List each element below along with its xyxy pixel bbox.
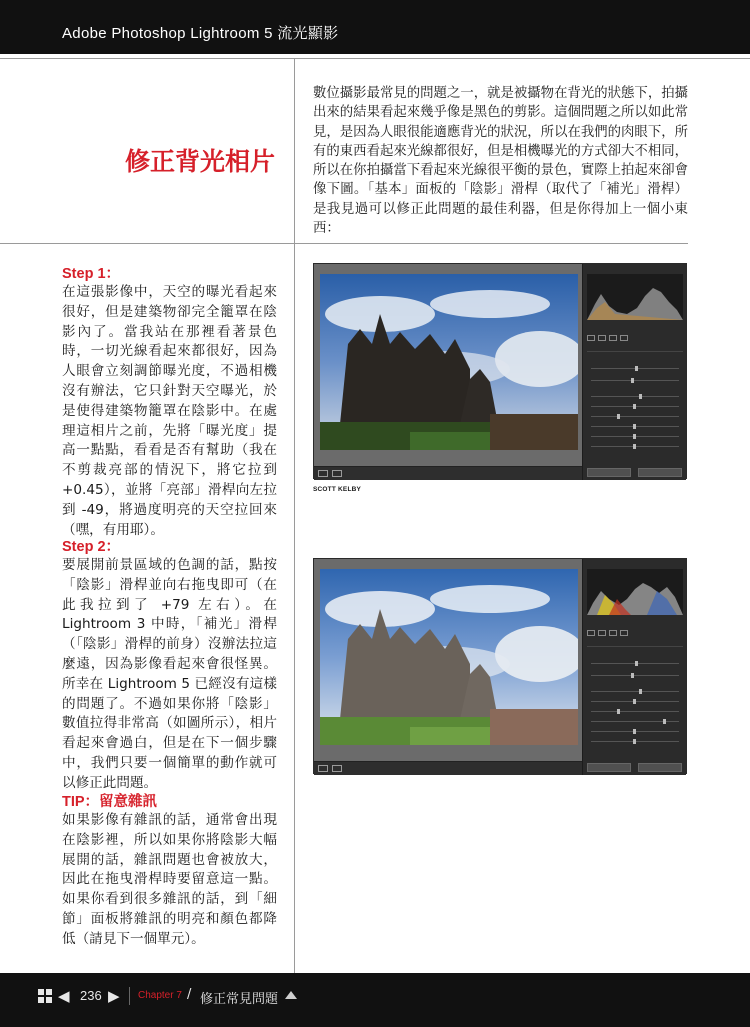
column-divider <box>294 58 295 973</box>
highlights-slider-knob[interactable] <box>617 414 620 419</box>
slider-knob[interactable] <box>635 366 638 371</box>
shadows-slider-knob[interactable] <box>633 424 636 429</box>
slider-track <box>591 711 679 712</box>
develop-panel <box>582 264 686 480</box>
castle-photo-bright <box>320 569 578 745</box>
slider-track <box>591 675 679 676</box>
loupe-view-icon[interactable] <box>318 765 328 772</box>
histogram <box>587 569 683 615</box>
step-1-heading: Step 1： <box>62 266 121 282</box>
redeye-tool-icon[interactable] <box>609 630 617 636</box>
contrast-slider-knob[interactable] <box>633 404 636 409</box>
step-2-heading: Step 2： <box>62 539 121 555</box>
slider-track <box>591 416 679 417</box>
viewer-toolbar <box>314 466 582 480</box>
section-rule <box>0 243 688 244</box>
page-footer <box>0 973 750 1027</box>
exposure-slider-knob[interactable] <box>639 689 642 694</box>
chapter-title: 修正常見問題 <box>200 992 279 1007</box>
footer-divider <box>129 987 130 1005</box>
tip-text: 如果影像有雜訊的話，通常會出現在陰影裡，所以如果你將陰影大幅展開的話，雜訊問題也會被放大，因此在拖曳滑桿時要留意這一點。如果你看到很多雜訊的話，到「細節」面板將雜訊的明亮和顏色都降低（請見下一個單元）。 <box>62 812 277 947</box>
arrow-left-icon[interactable]: ◀ <box>58 987 70 1005</box>
histogram <box>587 274 683 320</box>
lightroom-screenshot-step-1 <box>313 263 687 479</box>
grid-icon[interactable] <box>38 989 52 1003</box>
spot-tool-icon[interactable] <box>598 335 606 341</box>
step-2-text: 要展開前景區域的色調的話，點按「陰影」滑桿並向右拖曳即可（在此我拉到了 +79 左右）。在 Lightroom 3 中時，「補光」滑桿（「陰影」滑桿的前身）沒辦法拉這麼遠，因為影像看起來會很怪異。所幸在 Lightroom 5 已經沒有這樣的問題了。不過如果你將「陰影」數值拉得非常高（如圖所示），相片看起來會過白，但是在下一個步驟中，我們只要一個簡單的動作就可以修正此問題。 <box>62 557 277 791</box>
crop-tool-icon[interactable] <box>587 630 595 636</box>
top-rule <box>0 58 750 59</box>
before-after-icon[interactable] <box>332 765 342 772</box>
crop-tool-icon[interactable] <box>587 335 595 341</box>
photo-credit: SCOTT KELBY <box>313 486 362 493</box>
tip-heading: TIP：留意雜訊 <box>62 794 158 810</box>
contrast-slider-knob[interactable] <box>633 699 636 704</box>
loupe-view-icon[interactable] <box>318 470 328 477</box>
section-title: 修正背光相片 <box>124 147 275 176</box>
spot-tool-icon[interactable] <box>598 630 606 636</box>
page-number: 236 <box>80 988 102 1003</box>
exposure-slider-knob[interactable] <box>639 394 642 399</box>
blacks-slider-knob[interactable] <box>633 444 636 449</box>
image-viewer <box>314 559 582 775</box>
redeye-tool-icon[interactable] <box>609 335 617 341</box>
slider-knob[interactable] <box>635 661 638 666</box>
image-viewer <box>314 264 582 480</box>
whites-slider-knob[interactable] <box>633 434 636 439</box>
slider-track <box>591 691 679 692</box>
chapter-separator: / <box>187 987 192 1002</box>
basic-panel-header[interactable] <box>587 639 683 647</box>
chapter-label: Chapter 7 <box>138 990 182 1001</box>
before-after-icon[interactable] <box>332 470 342 477</box>
step-1-text: 在這張影像中，天空的曝光看起來很好，但是建築物卻完全籠罩在陰影內了。當我站在那裡看著景色時，一切光線看起來都很好，因為人眼會立刻調節曝光度，不過相機沒有辦法，它只針對天空曝光，於是使得建築物籠罩在陰影中。在處理這相片之前，先將「曝光度」提高一點點，看看是否有幫助（我在不剪裁亮部的情況下，將它拉到 +0.45），並將「亮部」滑桿向左拉到 -49，將過度明亮的天空拉回來（嘿，有用耶）。 <box>62 284 277 538</box>
slider-knob[interactable] <box>631 673 634 678</box>
lightroom-screenshot-step-2 <box>313 558 687 774</box>
gradient-tool-icon[interactable] <box>620 335 628 341</box>
reset-button[interactable] <box>638 468 682 477</box>
tool-strip <box>587 326 683 334</box>
arrow-right-icon[interactable]: ▶ <box>108 987 120 1005</box>
tool-strip <box>587 621 683 629</box>
whites-slider-knob[interactable] <box>633 729 636 734</box>
castle-photo-dark <box>320 274 578 450</box>
triangle-up-icon[interactable] <box>285 991 297 999</box>
gradient-tool-icon[interactable] <box>620 630 628 636</box>
slider-track <box>591 396 679 397</box>
shadows-slider-knob[interactable] <box>663 719 666 724</box>
highlights-slider-knob[interactable] <box>617 709 620 714</box>
slider-track <box>591 380 679 381</box>
develop-panel <box>582 559 686 775</box>
intro-paragraph: 數位攝影最常見的問題之一，就是被攝物在背光的狀態下，拍攝出來的結果看起來幾乎像是黑色的剪影。這個問題之所以如此常見，是因為人眼很能適應背光的狀況，所以在我們的肉眼下，所有的東西看起來光線都很好，但是相機曝光的方式卻大不相同，所以在你拍攝當下看起來光線很平衡的景色，實際上拍起來卻會像下圖。「基本」面板的「陰影」滑桿（取代了「補光」滑桿）是我見過可以修正此問題的最佳利器，但是你得加上一個小東西： <box>313 86 688 237</box>
reset-button[interactable] <box>638 763 682 772</box>
previous-button[interactable] <box>587 468 631 477</box>
viewer-toolbar <box>314 761 582 775</box>
book-title: Adobe Photoshop Lightroom 5 流光顯影 <box>62 25 339 42</box>
basic-panel-header[interactable] <box>587 344 683 352</box>
slider-knob[interactable] <box>631 378 634 383</box>
blacks-slider-knob[interactable] <box>633 739 636 744</box>
running-header <box>0 0 750 54</box>
previous-button[interactable] <box>587 763 631 772</box>
